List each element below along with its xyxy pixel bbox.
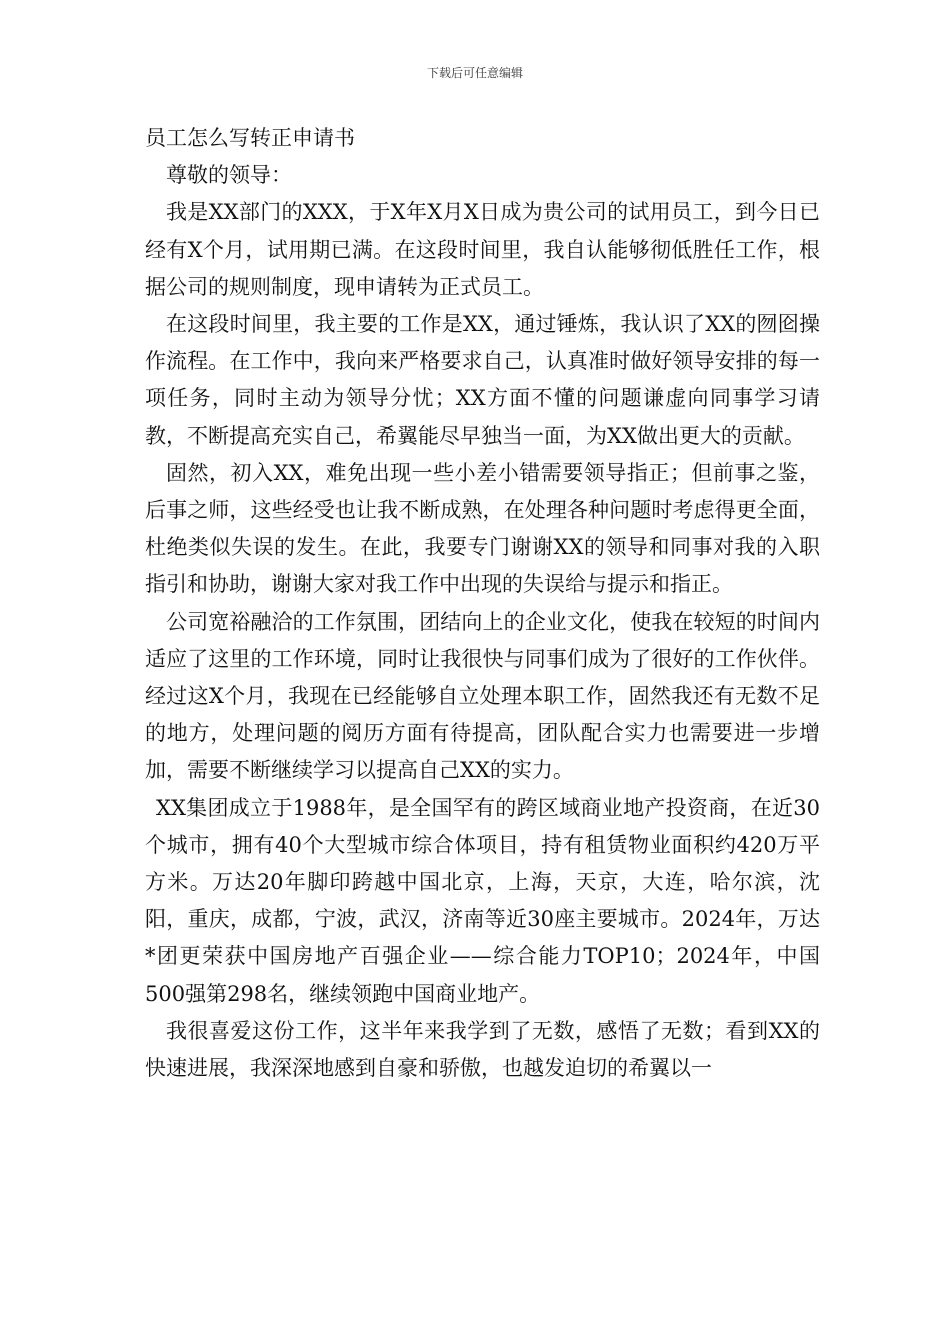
paragraph-lessons-learned: 固然，初入XX，难免出现一些小差小错需要领导指正；但前事之鉴，后事之师，这些经受也让我不断成熟，在处理各种问题时考虑得更全面，杜绝类似失误的发生。在此，我要专门谢谢XX的领导和同事对我的入职指引和协助，谢谢大家对我工作中出现的失误给与提示和指正。 xyxy=(145,460,820,597)
paragraph-company-culture: 公司宽裕融洽的工作氛围，团结向上的企业文化，使我在较短的时间内适应了这里的工作环境，同时让我很快与同事们成为了很好的工作伙伴。经过这X个月，我现在已经能够自立处理本职工作，固然我还有无数不足的地方，处理问题的阅历方面有待提高，团队配合实力也需要进一步增加，需要不断继续学习以提高自己XX的实力。 xyxy=(145,609,820,783)
document-body xyxy=(145,120,820,1087)
salutation: 尊敬的领导： xyxy=(166,163,292,188)
paragraph-probation-statement: 我是XX部门的XXX，于X年X月X日成为贵公司的试用员工，到今日已经有X个月，试用期已满。在这段时间里，我自认能够彻低胜任工作，根据公司的规则制度，现申请转为正式员工。 xyxy=(145,200,820,299)
paragraph-work-duties: 在这段时间里，我主要的工作是XX，通过锤炼，我认识了XX的囫囵操作流程。在工作中，我向来严格要求自己，认真准时做好领导安排的每一项任务，同时主动为领导分忧；XX方面不懂的问题谦虚向同事学习请教，不断提高充实自己，希翼能尽早独当一面，为XX做出更大的贡献。 xyxy=(145,312,820,448)
paragraph-closing: 我很喜爱这份工作，这半年来我学到了无数，感悟了无数；看到XX的快速进展，我深深地感到自豪和骄傲，也越发迫切的希翼以一 xyxy=(145,1018,820,1081)
page-header-note: 下载后可任意编辑 xyxy=(426,66,523,80)
paragraph-company-profile: XX集团成立于1988年，是全国罕有的跨区域商业地产投资商，在近30个城市，拥有40个大型城市综合体项目，持有租赁物业面积约420万平方米。万达20年脚印跨越中国北京，上海，天京，大连，哈尔滨，沈阳，重庆，成都，宁波，武汉，济南等近30座主要城市。2024年，万达*团更荣获中国房地产百强企业——综合能力TOP10；2024年，中国500强第298名，继续领跑中国商业地产。 xyxy=(145,795,820,1006)
document-title: 员工怎么写转正申请书 xyxy=(145,126,355,150)
